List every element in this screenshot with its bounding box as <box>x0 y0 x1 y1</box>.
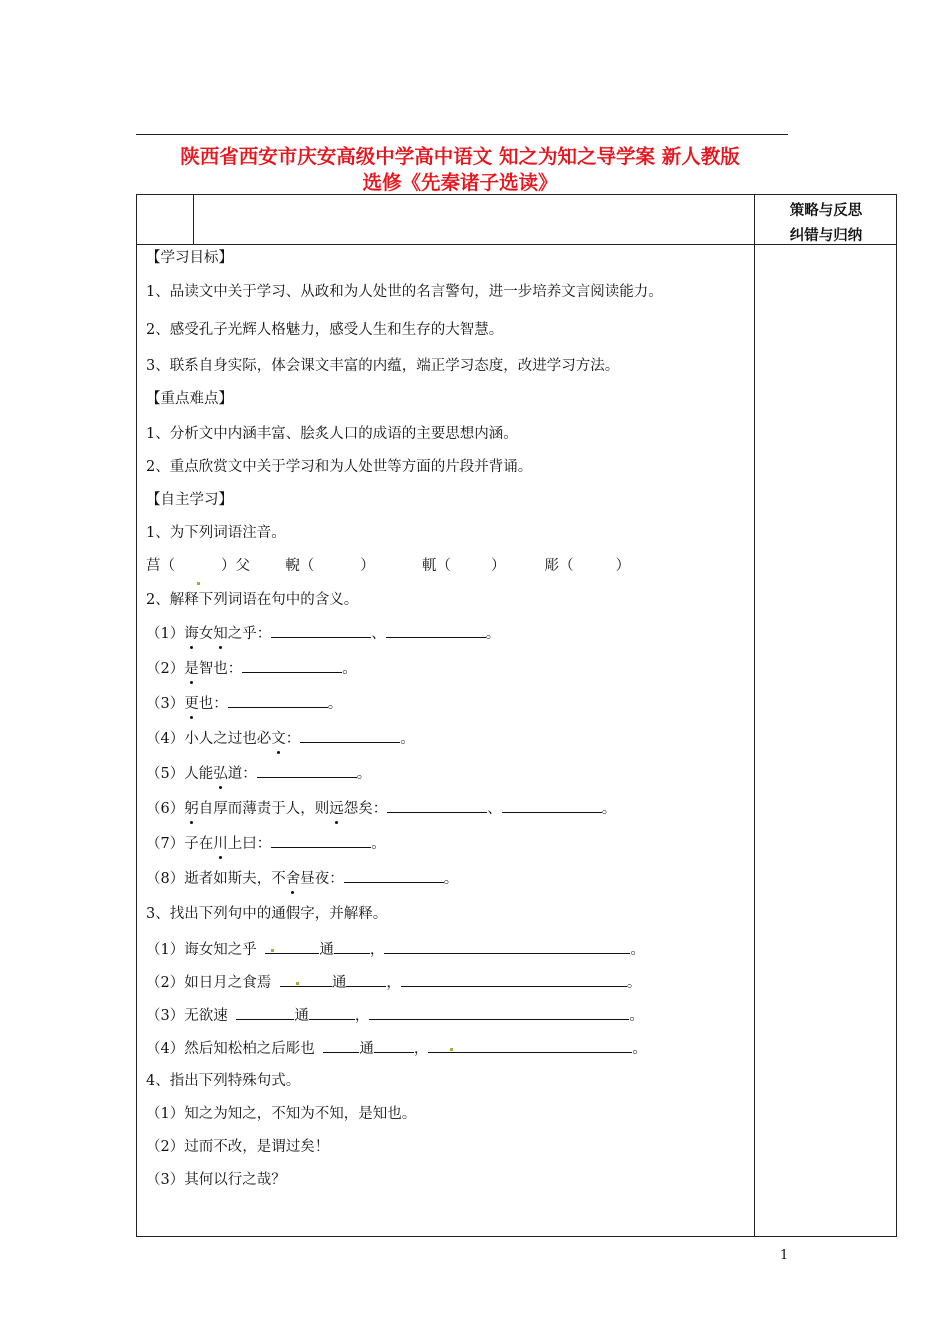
q3-item-3 <box>146 1005 644 1026</box>
side-column-divider <box>754 194 755 1237</box>
item-text: ： <box>285 731 301 747</box>
header-rule <box>136 134 788 135</box>
marker-dot <box>197 582 200 585</box>
q2-item-1 <box>146 623 500 644</box>
answer-blank[interactable] <box>323 1038 359 1053</box>
key-point-1: 1、分析文中内涵丰富、脍炙人口的成语的主要思想内涵。 <box>146 426 518 442</box>
q2-item-6 <box>146 798 616 819</box>
item-text: 智也： <box>198 661 243 677</box>
marker-dot <box>450 1048 453 1051</box>
full-stop: 。 <box>601 801 617 817</box>
pinyin-word-3-open: 軏（ <box>421 558 451 574</box>
item-text: 自厚而薄责于人，则 <box>198 801 330 817</box>
full-stop: 。 <box>371 836 386 852</box>
emphasized-char: 更 <box>184 696 199 712</box>
goal-3: 3、联系自身实际，体会课文丰富的内蕴，端正学习态度，改进学习方法。 <box>146 358 620 374</box>
answer-blank[interactable] <box>309 1005 355 1020</box>
item-number: （1） <box>146 626 185 642</box>
item-text: 怨矣： <box>343 801 388 817</box>
answer-blank[interactable] <box>386 623 486 638</box>
header-divider-1 <box>193 194 194 244</box>
q2-item-7 <box>146 833 386 854</box>
item-text: 之乎： <box>227 626 272 642</box>
item-text: 上曰： <box>227 836 272 852</box>
full-stop: 。 <box>443 871 459 887</box>
emphasized-char: 舍 <box>285 871 301 887</box>
full-stop: 。 <box>630 942 645 958</box>
answer-blank[interactable] <box>280 972 332 987</box>
full-stop: 。 <box>327 696 343 712</box>
answer-blank[interactable] <box>271 623 371 638</box>
self-study-heading: 【自主学习】 <box>146 492 233 508</box>
answer-blank[interactable] <box>428 1038 632 1053</box>
answer-blank[interactable] <box>257 763 357 778</box>
item-text: （8）逝者如斯夫，不 <box>146 871 286 887</box>
tong-label: 通 <box>294 1008 309 1024</box>
answer-blank[interactable] <box>265 939 319 954</box>
goal-1: 1、品读文中关于学习、从政和为人处世的名言警句，进一步培养文言阅读能力。 <box>146 284 663 300</box>
item-text: （4）小人之过也必 <box>146 731 272 747</box>
answer-blank[interactable] <box>401 972 627 987</box>
pinyin-row <box>146 556 630 576</box>
full-stop: 。 <box>626 975 642 991</box>
item-number: （6） <box>146 801 185 817</box>
item-number: （3） <box>146 696 185 712</box>
q2-item-2 <box>146 658 357 679</box>
emphasized-char: 文 <box>271 731 286 747</box>
emphasized-char: 诲 <box>184 626 199 642</box>
key-heading: 【重点难点】 <box>146 391 233 407</box>
separator: ， <box>354 1008 370 1024</box>
separator: ， <box>369 942 385 958</box>
pinyin-word-3-close: ） <box>490 558 506 574</box>
item-text: （5）人能 <box>146 766 214 782</box>
page-number: 1 <box>780 1248 789 1263</box>
item-text: （2）如日月之食焉 <box>146 975 272 991</box>
answer-blank[interactable] <box>387 798 487 813</box>
answer-blank[interactable] <box>300 728 400 743</box>
marker-dot <box>271 949 274 952</box>
full-stop: 。 <box>632 1041 647 1057</box>
item-text: （7）子在 <box>146 836 214 852</box>
pinyin-word-2-close: ） <box>360 558 375 574</box>
goal-2: 2、感受孔子光辉人格魅力，感受人生和生存的大智慧。 <box>146 322 504 338</box>
item-text: 道： <box>227 766 257 782</box>
q3-item-4 <box>146 1038 647 1059</box>
item-text: 女 <box>198 626 214 642</box>
q2-item-3 <box>146 693 342 714</box>
tong-label: 通 <box>359 1041 374 1057</box>
side-heading-strategy: 策略与反思 <box>789 203 863 219</box>
answer-blank[interactable] <box>271 833 371 848</box>
pinyin-word-4-close: ） <box>615 558 631 574</box>
separator: ， <box>413 1041 429 1057</box>
pinyin-word-4-open: 彫（ <box>544 558 574 574</box>
separator: 、 <box>371 626 386 642</box>
full-stop: 。 <box>400 731 415 747</box>
marker-dot <box>296 982 299 985</box>
q2-item-8 <box>146 868 458 889</box>
answer-blank[interactable] <box>369 1005 629 1020</box>
item-text: （1）诲女知之乎 <box>146 942 257 958</box>
separator: 、 <box>487 801 502 817</box>
q4-item-3: （3）其何以行之哉？ <box>146 1172 286 1188</box>
answer-blank[interactable] <box>346 972 386 987</box>
question-4: 4、指出下列特殊句式。 <box>146 1073 301 1089</box>
q4-item-2: （2）过而不改，是谓过矣！ <box>146 1139 330 1155</box>
full-stop: 。 <box>342 661 357 677</box>
emphasized-char: 是 <box>184 661 199 677</box>
question-2: 2、解释下列词语在句中的含义。 <box>146 592 359 608</box>
emphasized-char: 远 <box>329 801 344 817</box>
full-stop: 。 <box>629 1008 644 1024</box>
pinyin-word-1-open: 莒（ <box>146 558 175 574</box>
answer-blank[interactable] <box>228 693 328 708</box>
answer-blank[interactable] <box>502 798 602 813</box>
q3-item-1 <box>146 939 645 960</box>
tong-label: 通 <box>331 975 347 991</box>
pinyin-word-1-close: ）父 <box>221 558 250 574</box>
answer-blank[interactable] <box>236 1005 294 1020</box>
item-text: （3）无欲速 <box>146 1008 228 1024</box>
q3-item-2 <box>146 972 641 993</box>
goals-heading: 【学习目标】 <box>146 250 233 266</box>
item-text: 昼夜： <box>300 871 344 887</box>
answer-blank[interactable] <box>374 1038 414 1053</box>
emphasized-char: 躬 <box>184 801 199 817</box>
key-point-2: 2、重点欣赏文中关于学习和为人处世等方面的片段并背诵。 <box>146 459 533 475</box>
separator: ， <box>386 975 401 991</box>
answer-blank[interactable] <box>334 939 370 954</box>
emphasized-char: 知 <box>213 626 228 642</box>
emphasized-char: 川 <box>213 836 228 852</box>
question-3: 3、找出下列句中的通假字，并解释。 <box>146 906 388 922</box>
doc-title-line1: 陕西省西安市庆安高级中学高中语文 知之为知之导学案 新人教版 <box>180 145 740 168</box>
q2-item-5 <box>146 763 371 784</box>
pinyin-word-2-open: 輗（ <box>285 558 315 574</box>
tong-label: 通 <box>319 942 334 958</box>
side-heading-correction: 纠错与归纳 <box>789 228 863 244</box>
answer-blank[interactable] <box>384 939 630 954</box>
q4-item-1: （1）知之为知之，不知为不知，是知也。 <box>146 1106 417 1122</box>
full-stop: 。 <box>485 626 501 642</box>
question-1: 1、为下列词语注音。 <box>146 525 286 541</box>
answer-blank[interactable] <box>242 658 342 673</box>
item-text: 也： <box>198 696 228 712</box>
doc-title-line2: 选修《先秦诸子选读》 <box>362 171 558 194</box>
answer-blank[interactable] <box>344 868 444 883</box>
full-stop: 。 <box>356 766 372 782</box>
q2-item-4 <box>146 728 415 749</box>
item-text: （4）然后知松柏之后彫也 <box>146 1041 315 1057</box>
item-number: （2） <box>146 661 185 677</box>
emphasized-char: 弘 <box>213 766 228 782</box>
